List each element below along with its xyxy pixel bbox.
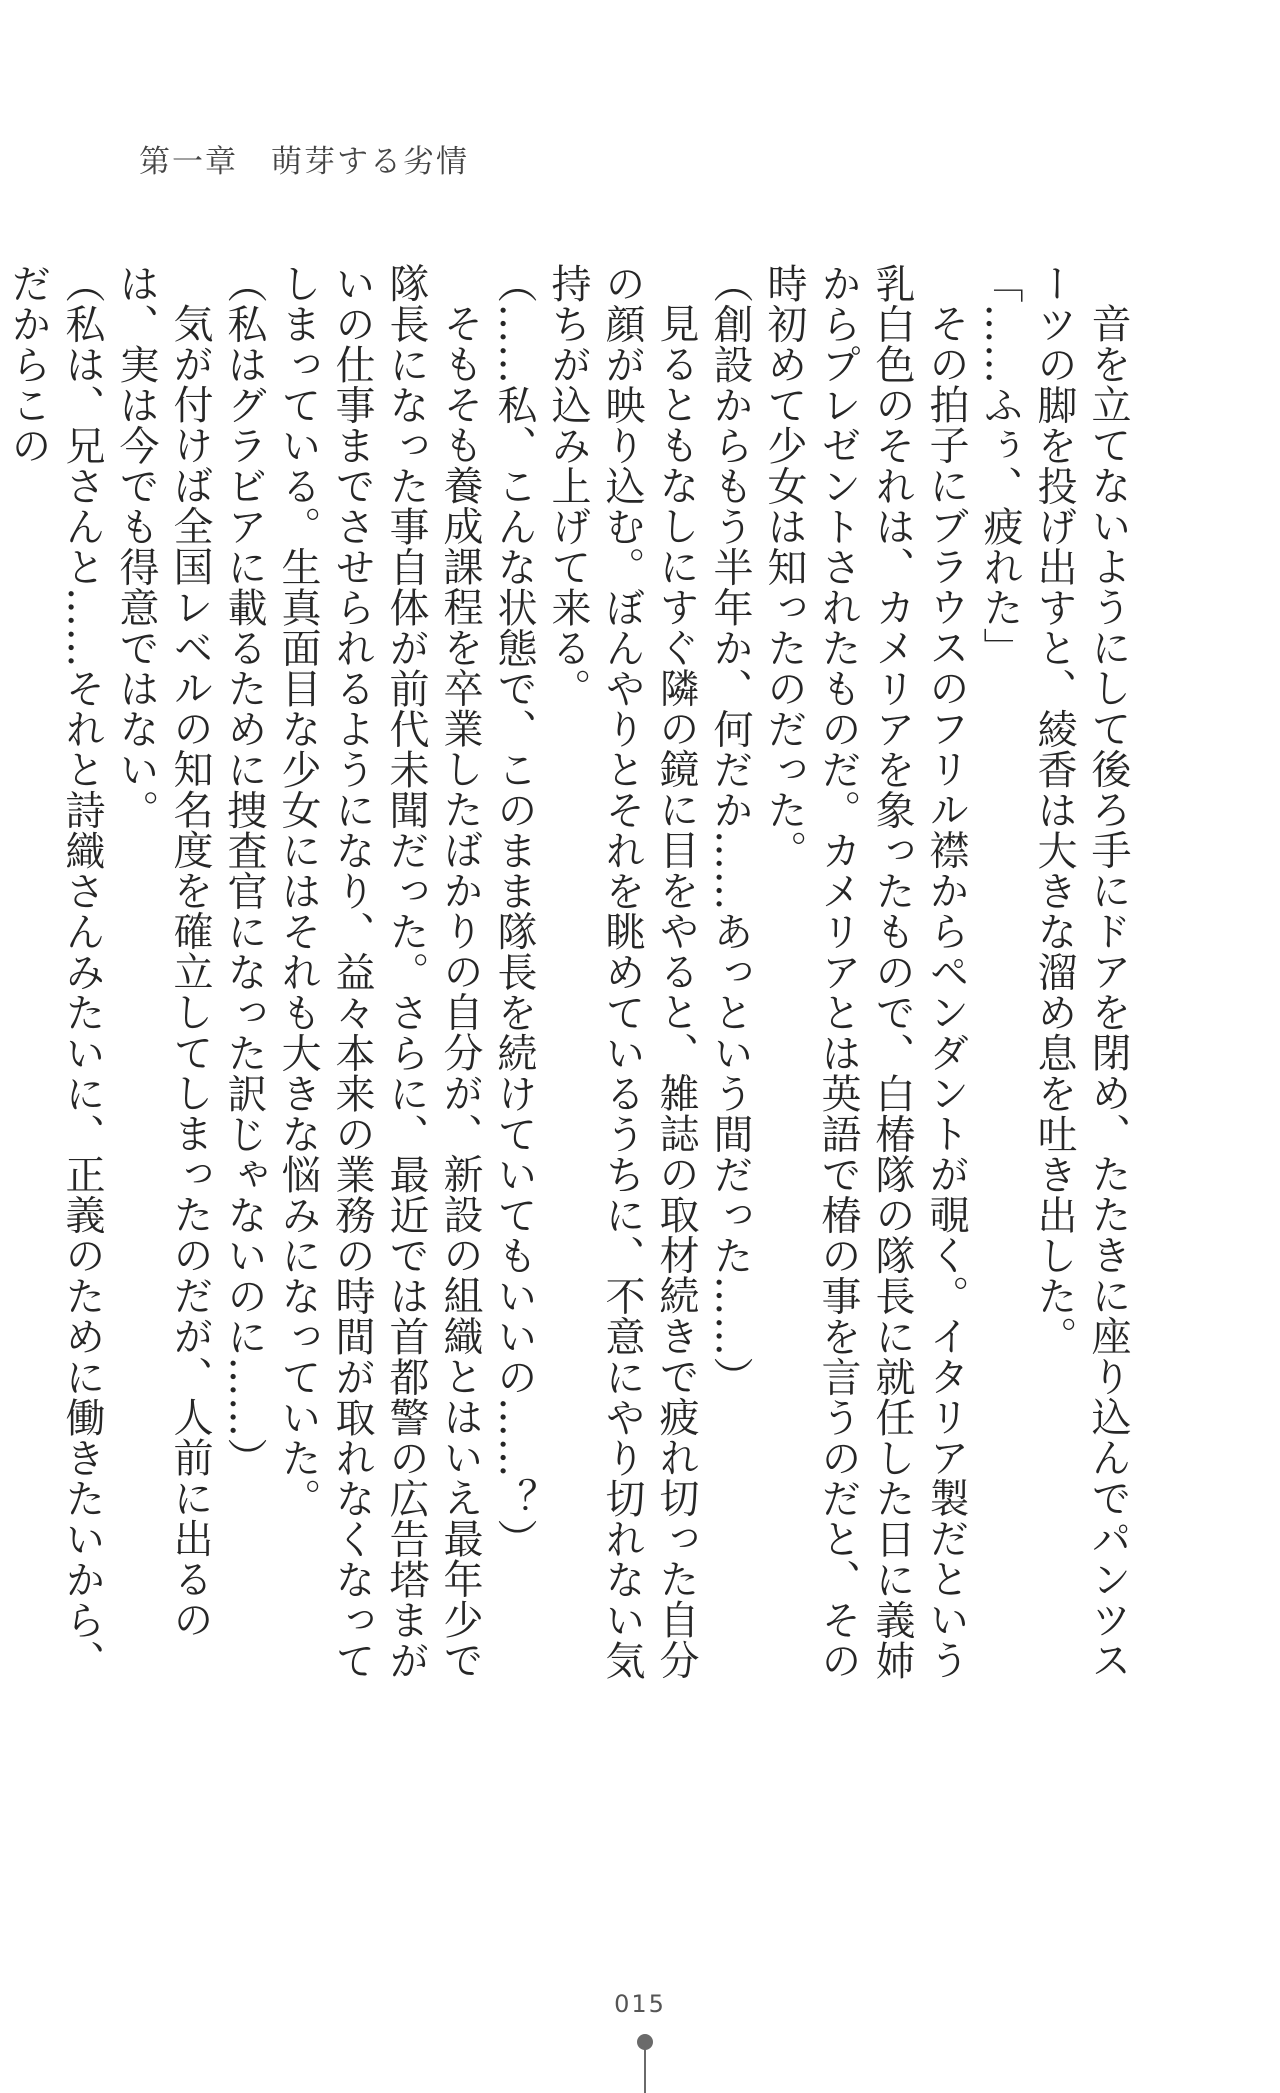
paragraph: 音を立てないようにして後ろ手にドアを閉め、たたきに座り込んでパンツスーツの脚を投げ出すと、綾香は大きな溜め息を吐き出した。 [1031, 263, 1131, 1680]
paragraph: （私はグラビアに載るために捜査官になった訳じゃないのに……） [221, 263, 267, 1478]
novel-body-text [5, 263, 1135, 1703]
paragraph: （私は、兄さんと……それと詩織さんみたいに、正義のために働きたいから、だからこの [5, 263, 105, 1681]
paragraph: 気が付けば全国レベルの知名度を確立してしまったのだが、人前に出るのは、実は今でも得意ではない。 [113, 263, 213, 1640]
paragraph: そもそも養成課程を卒業したばかりの自分が、新設の組織とはいえ最年少で隊長になった事自体が前代未聞だった。さらに、最近では首都警の広告塔まがいの仕事までさせられるようになり、益々本来の業務の時間が取れなくなってしまっている。生真面目な少女にはそれも大きな悩みになっていた。 [275, 263, 483, 1681]
paragraph: （……私、こんな状態で、このまま隊長を続けていてもいいの……？） [491, 263, 537, 1559]
paragraph: （創設からもう半年か、何だか……あっという間だった……） [707, 263, 753, 1397]
chapter-title: 第一章 萌芽する劣情 [139, 144, 469, 180]
paragraph: 見るともなしにすぐ隣の鏡に目をやると、雑誌の取材続きで疲れ切った自分の顔が映り込む。ぼんやりとそれを眺めているうちに、不意にやり切れない気持ちが込み上げて来る。 [545, 263, 699, 1681]
page-number: 015 [614, 1990, 666, 2018]
page-marker-line [644, 2048, 646, 2093]
paragraph: その拍子にブラウスのフリル襟からペンダントが覗く。イタリア製だという乳白色のそれは、カメリアを象ったもので、白椿隊の隊長に就任した日に義姉からプレゼントされたものだ。カメリアとは英語で椿の事を言うのだと、その時初めて少女は知ったのだった。 [761, 263, 969, 1681]
paragraph: 「……ふぅ、疲れた」 [977, 263, 1023, 668]
